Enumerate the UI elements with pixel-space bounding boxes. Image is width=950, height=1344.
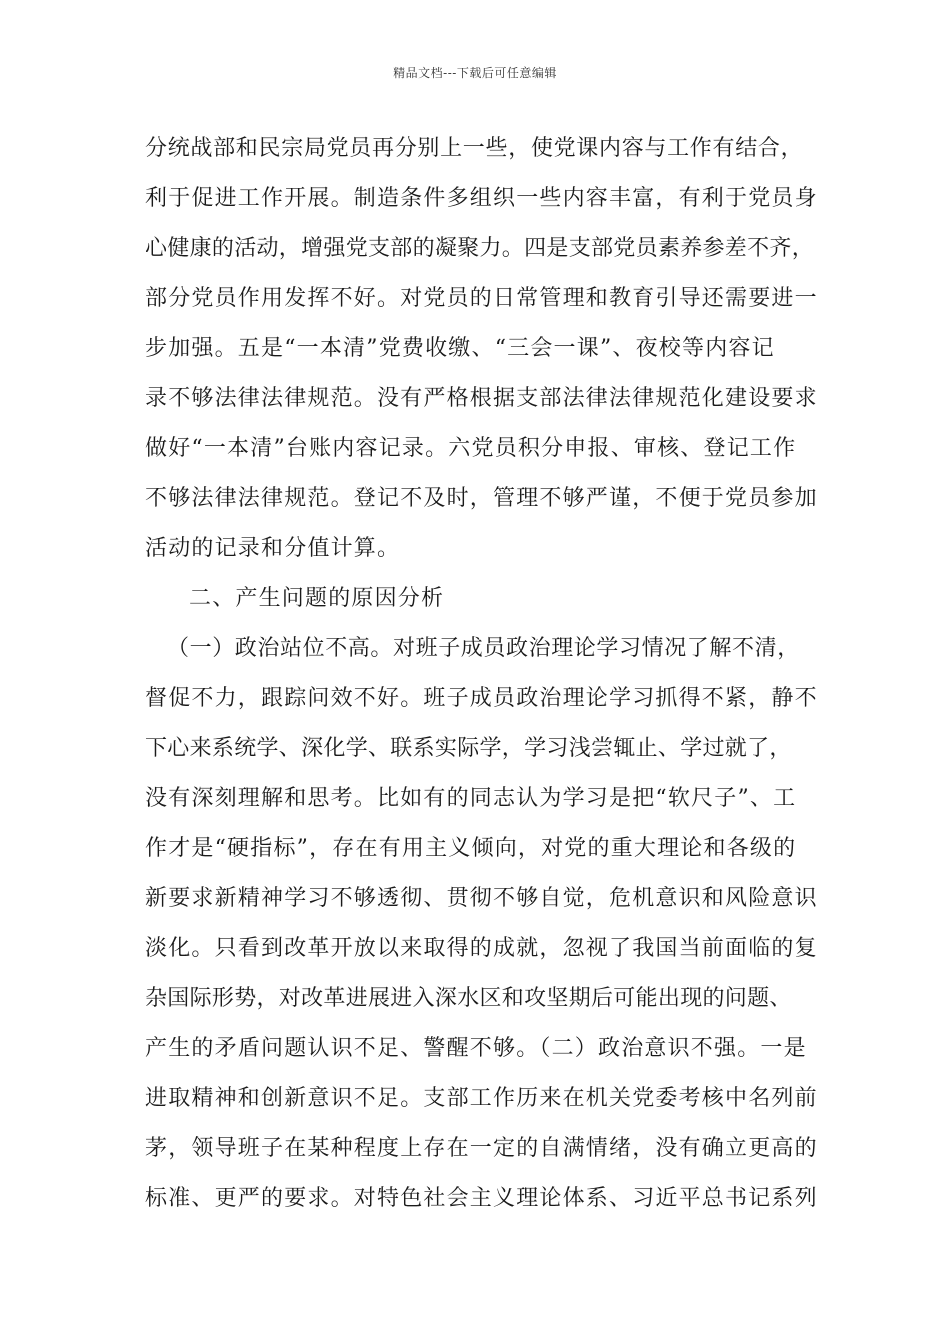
text-line: 步加强。五是“一本清”党费收缴、“三会一课”、夜校等内容记 [145,336,775,361]
text-line: 不够法律法律规范。登记不及时，管理不够严谨，不便于党员参加 [145,486,818,511]
text-line: 做好“一本清”台账内容记录。六党员积分申报、审核、登记工作 [145,436,797,461]
text-line: 心健康的活动，增强党支部的凝聚力。四是支部党员素养参差不齐， [145,236,815,261]
page-header: 精品文档---下载后可任意编辑 [393,66,557,80]
text-line: 没有深刻理解和思考。比如有的同志认为学习是把“软尺子”、工 [145,786,797,811]
document-body [145,124,818,1224]
text-line: 淡化。只看到改革开放以来取得的成就，忽视了我国当前面临的复 [145,936,818,961]
text-line: 杂国际形势，对改革进展进入深水区和攻坚期后可能出现的问题、 [145,986,792,1011]
text-line: 下心来系统学、深化学、联系实际学，学习浅尝辄止、学过就了， [145,736,792,761]
text-line: 作才是“硬指标”，存在有用主义倾向，对党的重大理论和各级的 [145,836,797,861]
text-line: 部分党员作用发挥不好。对党员的日常管理和教育引导还需要进一 [145,286,818,311]
text-line: 茅，领导班子在某种程度上存在一定的自满情绪，没有确立更高的 [145,1136,818,1161]
text-line: 督促不力，跟踪问效不好。班子成员政治理论学习抓得不紧，静不 [145,686,818,711]
text-line: 产生的矛盾问题认识不足、警醒不够。（二）政治意识不强。一是 [145,1036,807,1061]
text-line: 分统战部和民宗局党员再分别上一些，使党课内容与工作有结合， [145,136,804,161]
text-line: 活动的记录和分值计算。 [145,536,401,561]
text-line: 新要求新精神学习不够透彻、贯彻不够自觉，危机意识和风险意识 [145,886,818,911]
text-line: 标准、更严的要求。对特色社会主义理论体系、习近平总书记系列 [145,1186,818,1211]
text-line: （一）政治站位不高。对班子成员政治理论学习情况了解不清， [167,636,800,661]
text-line: 录不够法律法律规范。没有严格根据支部法律法律规范化建设要求 [145,386,818,411]
text-line: 进取精神和创新意识不足。支部工作历来在机关党委考核中名列前 [145,1086,818,1111]
section-heading: 二、产生问题的原因分析 [189,586,445,611]
text-line: 利于促进工作开展。制造条件多组织一些内容丰富，有利于党员身 [145,186,818,211]
